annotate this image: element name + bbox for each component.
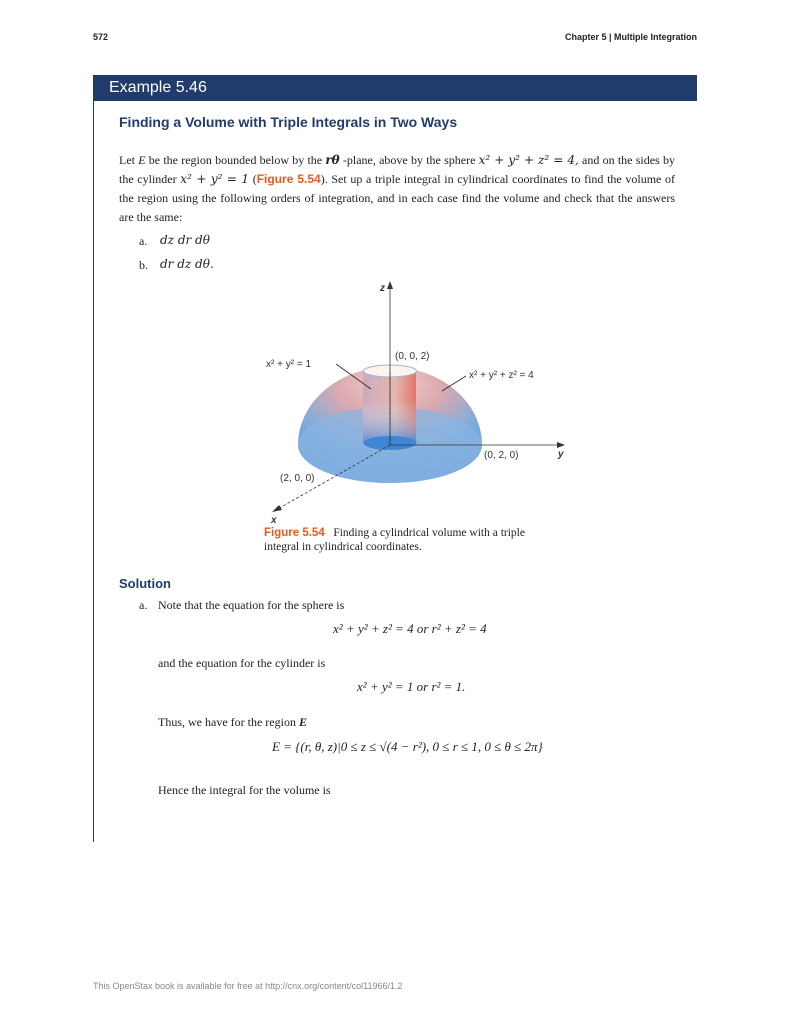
text: be the region bounded below by the	[145, 153, 326, 167]
x-axis-label: x	[271, 515, 277, 526]
math-E: E	[298, 715, 307, 729]
text: Let	[119, 153, 139, 167]
point-label-x: (2, 0, 0)	[280, 473, 315, 484]
x-arrow-icon	[272, 505, 282, 512]
list-item: dz dr dθ	[160, 233, 210, 247]
caption-text: Finding a cylindrical volume with a triple integral in cylindrical coordinates.	[264, 527, 525, 553]
text: ). Set up a triple integral in cylindrical coordinates to find the volume of the region using the following orders of integration, and in each case find the volume and check that the answers are the same:	[119, 172, 676, 224]
list-marker: b.	[139, 258, 148, 272]
point-label-top: (0, 0, 2)	[395, 351, 430, 362]
z-arrow-icon	[387, 281, 393, 289]
equation-cylinder: x² + y² = 1 or r² = 1.	[357, 679, 466, 694]
chapter-header: Chapter 5 | Multiple Integration	[564, 32, 697, 42]
sphere-label: x² + y² + z² = 4	[469, 370, 534, 381]
equation-sphere: x² + y² + z² = 4 or r² + z² = 4	[333, 621, 487, 636]
example-banner: Example 5.46	[93, 75, 697, 101]
cylinder-label: x² + y² = 1	[266, 359, 312, 370]
math-rtheta: rθ	[325, 153, 340, 167]
caption-number: Figure 5.54	[264, 527, 325, 539]
example-title: Finding a Volume with Triple Integrals in Two Ways	[119, 114, 458, 130]
solution-text: Note that the equation for the sphere is	[158, 598, 345, 612]
point-label-y: (0, 2, 0)	[484, 450, 519, 461]
figure-caption	[264, 526, 544, 554]
solution-text: Hence the integral for the volume is	[158, 783, 331, 797]
math-cylinder: x² + y² = 1	[180, 172, 250, 186]
math-E: E	[138, 153, 146, 167]
page-number: 572	[93, 32, 109, 42]
footer-note: This OpenStax book is available for free at http://cnx.org/content/col11966/1.2	[93, 981, 403, 991]
text: and on the sides by the cylinder	[119, 153, 675, 186]
solution-text: and the equation for the cylinder is	[158, 656, 326, 670]
list-item: dr dz dθ.	[160, 257, 214, 271]
list-marker: a.	[139, 598, 148, 612]
math-sphere: x² + y² + z² = 4,	[478, 153, 579, 167]
figure-link[interactable]: Figure 5.54	[256, 172, 321, 186]
solution-title: Solution	[119, 576, 171, 591]
text: (	[249, 172, 257, 186]
solution-text	[158, 715, 307, 730]
text: -plane, above by the sphere	[339, 153, 479, 167]
y-axis-label: y	[558, 449, 564, 460]
y-arrow-icon	[557, 442, 565, 448]
z-axis-label: z	[380, 283, 385, 294]
list-marker: a.	[139, 234, 148, 248]
text: Thus, we have for the region	[158, 715, 299, 729]
equation-region: E = {(r, θ, z)|0 ≤ z ≤ √(4 − r²), 0 ≤ r ≤ 1, 0 ≤ θ ≤ 2π}	[272, 739, 543, 754]
